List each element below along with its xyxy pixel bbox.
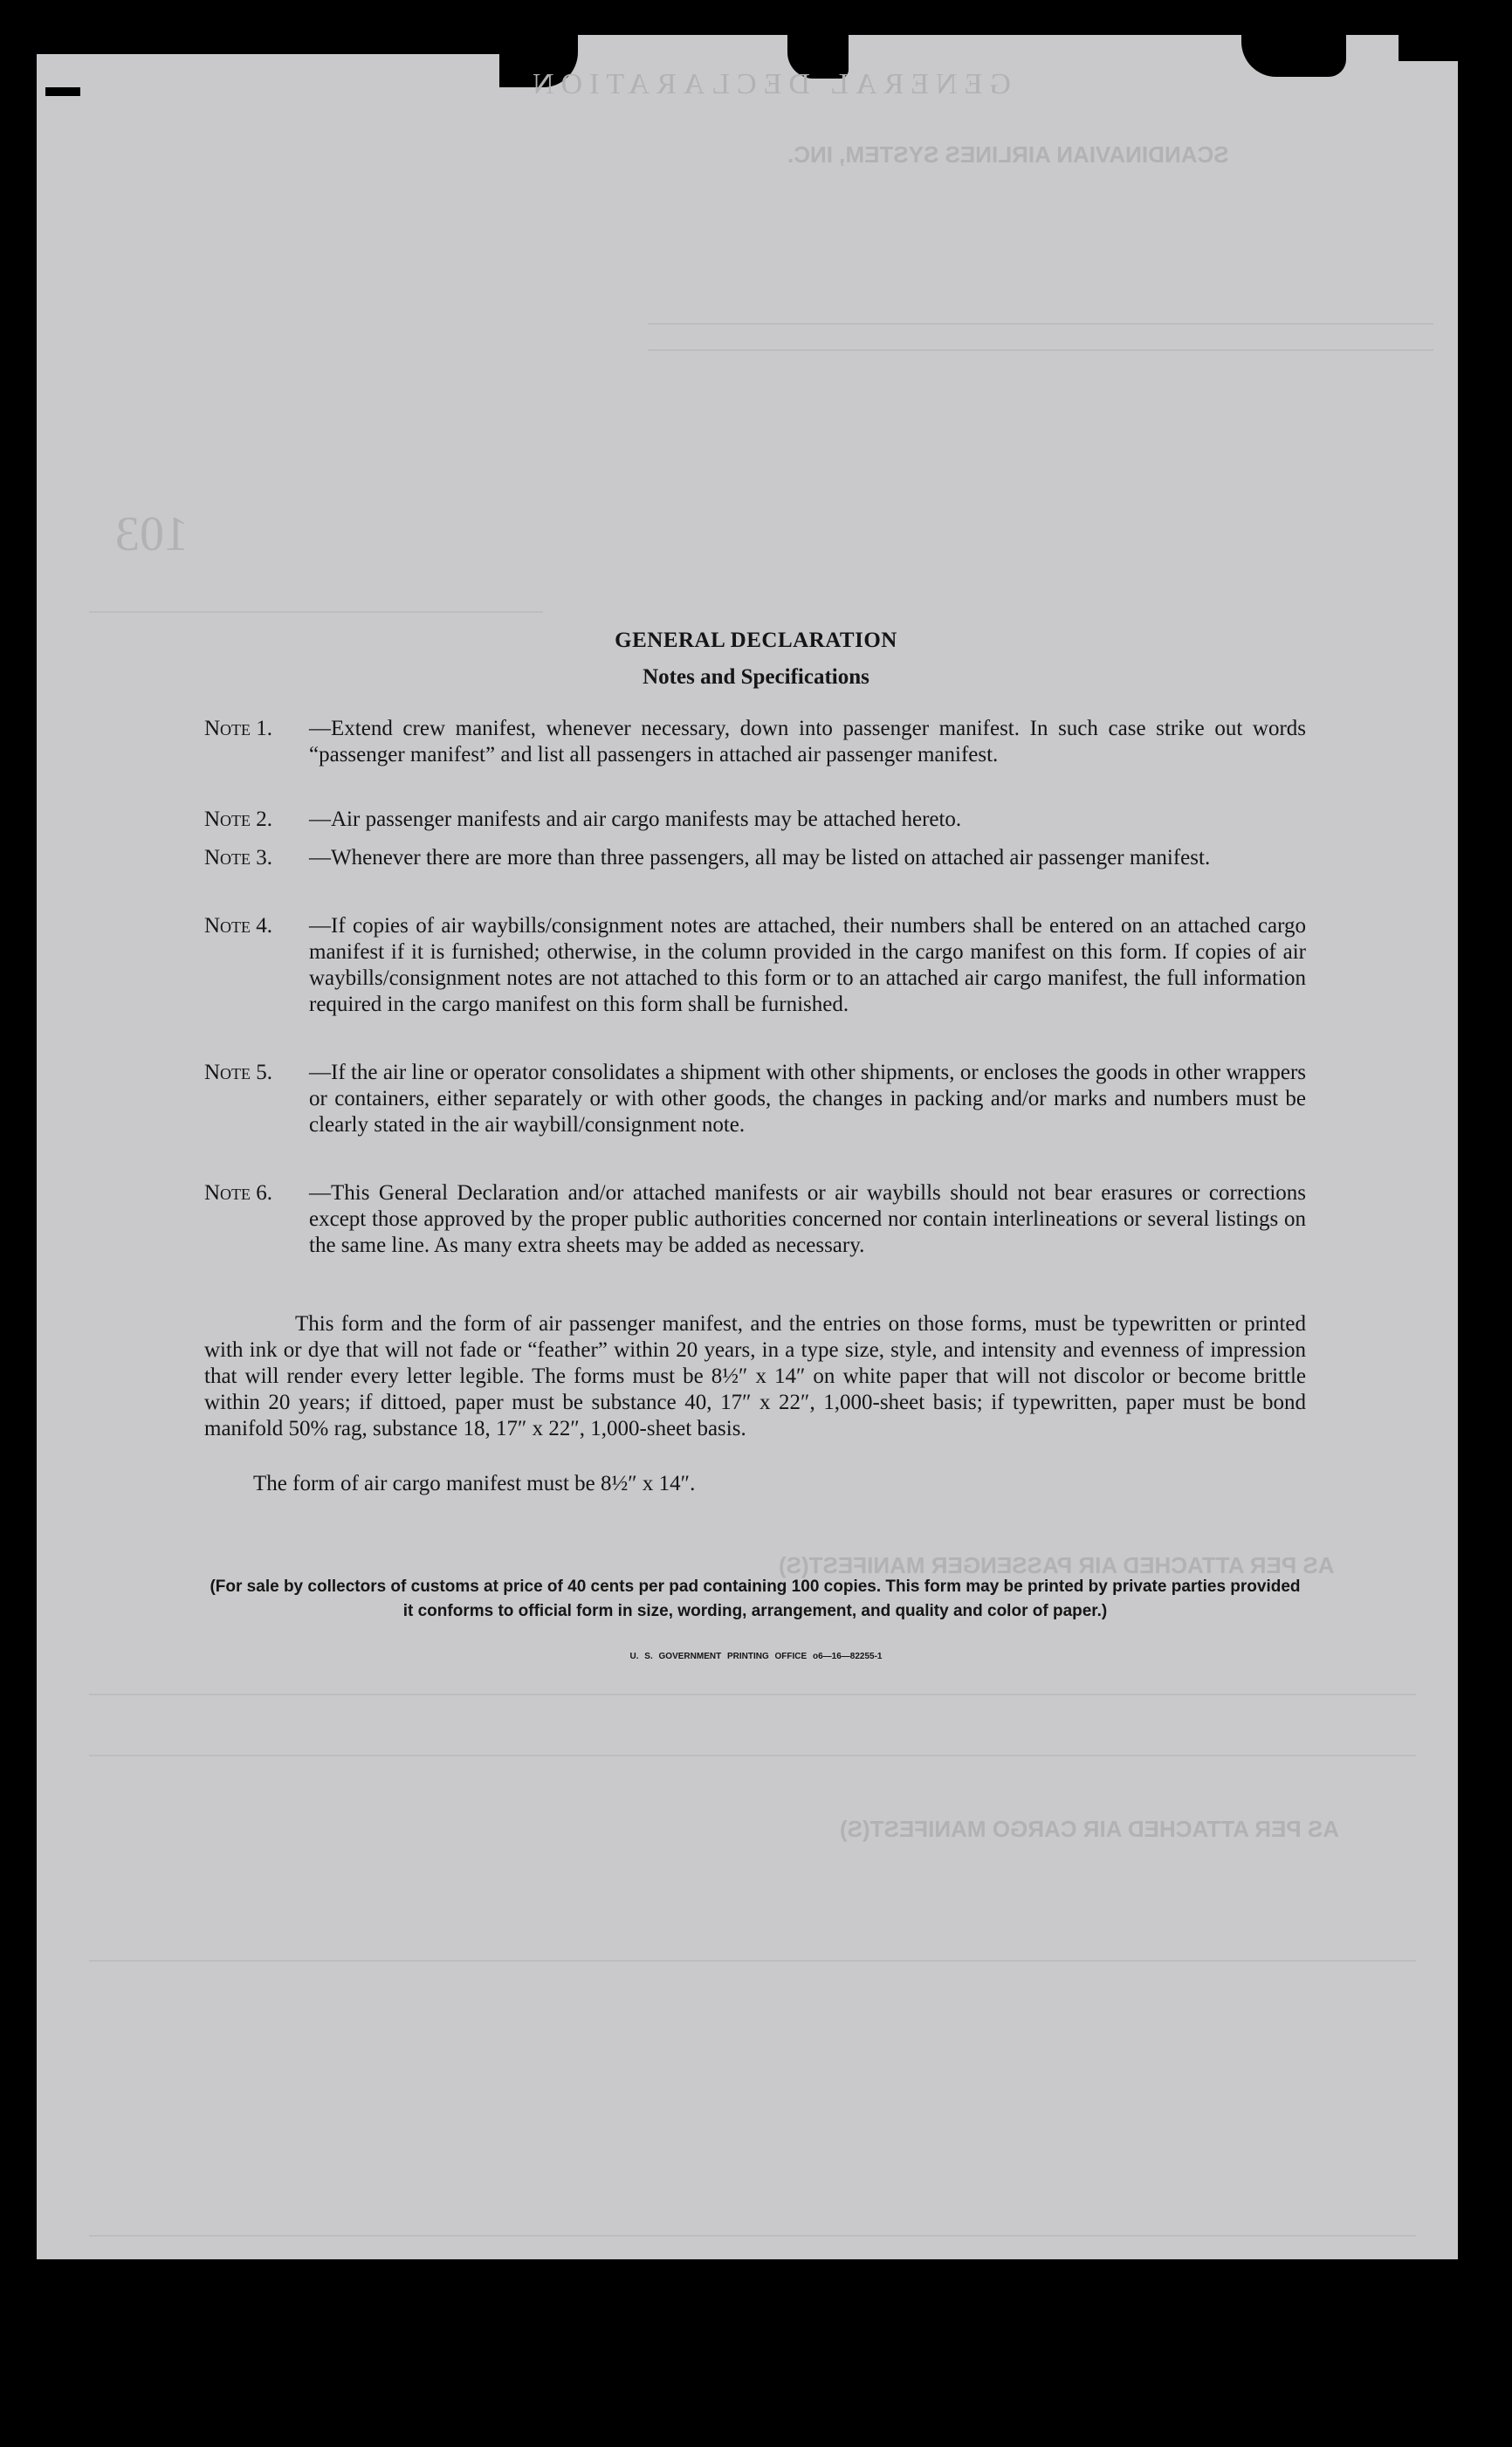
note-label: Note 6. <box>204 1181 273 1205</box>
note-label: Note 1. <box>204 717 273 740</box>
ghost-rule <box>89 611 543 613</box>
note-1 <box>204 716 1306 768</box>
note-5 <box>204 1060 1306 1138</box>
torn-edge-left <box>37 35 499 54</box>
specification-paragraph: This form and the form of air passenger manifest, and the entries on those forms, must be typewritten or printed with ink or dye that will not fade or “feather” within 20 years, in a type size, style, and intensity and evenness of impression that will render every letter legible. The forms must be 8½″ x 14″ on white paper that will not discolor or become brittle within 20 years; if dittoed, paper must be substance 40, 17″ x 22″, 1,000-sheet basis; if typewritten, paper must be bond manifold 50% rag, substance 18, 17″ x 22″, 1,000-sheet basis. <box>204 1312 1306 1440</box>
note-text: —This General Declaration and/or attached manifests or air waybills should not bear erasures or corrections except those approved by the proper public authorities concerned nor contain interlineations or several listings on the same line. As many extra sheets may be added as necessary. <box>309 1181 1306 1257</box>
ink-mark <box>45 87 80 96</box>
note-label: Note 3. <box>204 846 273 870</box>
ghost-rule <box>89 1960 1416 1962</box>
ghost-page-number: 103 <box>115 507 189 561</box>
document-sheet <box>37 35 1458 2259</box>
torn-edge-tip <box>1399 35 1458 61</box>
note-6 <box>204 1180 1306 1259</box>
page-subtitle: Notes and Specifications <box>643 665 869 689</box>
note-text: —Air passenger manifests and air cargo manifests may be attached hereto. <box>309 808 962 831</box>
ghost-rule <box>648 349 1433 351</box>
sale-notice: (For sale by collectors of customs at price of 40 cents per pad containing 100 copies. This form may be printed by private parties provided it conforms to official form in size, wording, arrangement, and quality and color of paper.) <box>210 1577 1301 1620</box>
note-label: Note 4. <box>204 914 273 938</box>
note-text: —If the air line or operator consolidates a shipment with other shipments, or encloses the goods in other wrappers or containers, either separately or with other goods, the changes in packing and/or marks and numbers must be clearly stated in the air waybill/consignment note. <box>309 1061 1306 1137</box>
note-2 <box>204 807 1306 833</box>
ghost-cargo-stamp: AS PER ATTACHED AIR CARGO MANIFEST(S) <box>840 1816 1339 1842</box>
ghost-rule <box>648 323 1433 325</box>
torn-edge-far-right <box>1241 35 1346 77</box>
note-label: Note 5. <box>204 1061 273 1084</box>
ghost-header-text: GENERAL DECLARATION <box>526 68 1011 100</box>
ghost-passenger-stamp: AS PER ATTACHED AIR PASSENGER MANIFEST(S) <box>779 1552 1335 1578</box>
page-title: GENERAL DECLARATION <box>615 629 897 652</box>
printing-office-imprint: U. S. GOVERNMENT PRINTING OFFICE o6—16—82255-1 <box>629 1652 883 1661</box>
cargo-form-size: The form of air cargo manifest must be 8½″ x 14″. <box>253 1472 696 1495</box>
note-label: Note 2. <box>204 808 273 831</box>
note-text: —If copies of air waybills/consignment notes are attached, their numbers shall be entered on an attached cargo manifest if it is furnished; otherwise, in the column provided in the cargo manifest on this form. If copies of air waybills/consignment notes are not attached to this form or to an attached air cargo manifest, the full information required in the cargo manifest on this form shall be furnished. <box>309 914 1306 1016</box>
note-3 <box>204 845 1306 871</box>
ghost-rule <box>89 1694 1416 1695</box>
ghost-rule <box>89 1755 1416 1756</box>
note-text: —Whenever there are more than three passengers, all may be listed on attached air passenger manifest. <box>309 846 1211 870</box>
ghost-rule <box>89 2235 1416 2237</box>
note-text: —Extend crew manifest, whenever necessary, down into passenger manifest. In such case strike out words “passenger manifest” and list all passengers in attached air passenger manifest. <box>309 717 1306 766</box>
note-4 <box>204 913 1306 1018</box>
ghost-operator-name: SCANDINAVIAN AIRLINES SYSTEM, INC. <box>787 141 1229 168</box>
